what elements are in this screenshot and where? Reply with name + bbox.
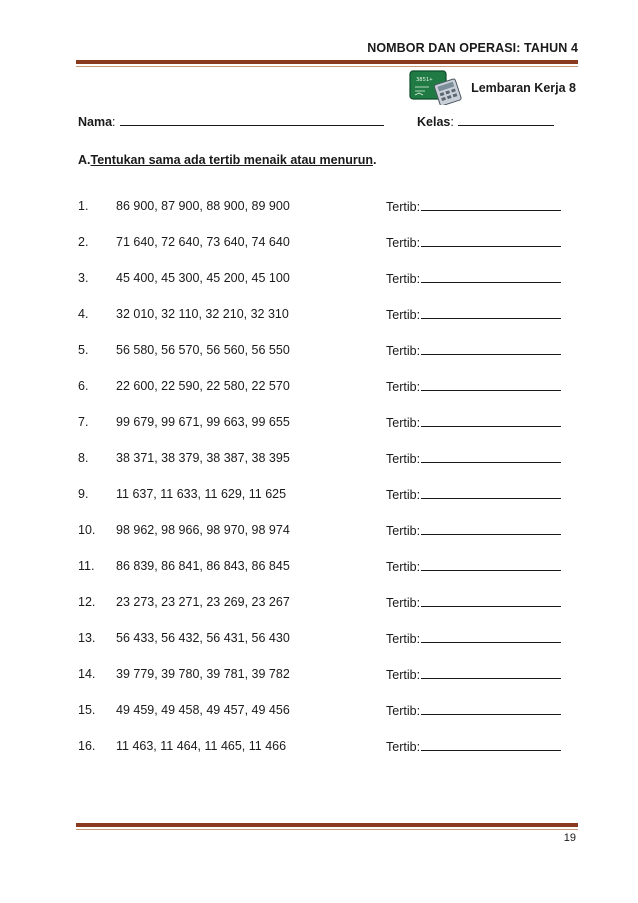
answer-label: Tertib: — [386, 740, 421, 754]
question-number: 6. — [78, 379, 89, 393]
question-number: 15. — [78, 703, 96, 717]
answer-blank-line[interactable] — [421, 595, 561, 607]
class-blank-line[interactable] — [458, 114, 554, 126]
question-number: 10. — [78, 523, 96, 537]
question-row — [78, 415, 578, 451]
answer-label: Tertib: — [386, 452, 421, 466]
question-number: 16. — [78, 739, 96, 753]
answer-label: Tertib: — [386, 524, 421, 538]
number-sequence: 49 459, 49 458, 49 457, 49 456 — [116, 703, 290, 717]
answer-label: Tertib: — [386, 272, 421, 286]
class-separator: : — [450, 115, 454, 129]
answer-field — [386, 199, 561, 214]
number-sequence: 11 463, 11 464, 11 465, 11 466 — [116, 739, 287, 753]
answer-field — [386, 703, 561, 718]
answer-field — [386, 343, 561, 358]
class-label: Kelas — [417, 115, 451, 129]
question-row — [78, 271, 578, 307]
name-label: Nama — [78, 115, 113, 129]
answer-field — [386, 631, 561, 646]
answer-label: Tertib: — [386, 632, 421, 646]
question-row — [78, 703, 578, 739]
answer-blank-line[interactable] — [421, 415, 561, 427]
question-row — [78, 343, 578, 379]
answer-label: Tertib: — [386, 668, 421, 682]
chalkboard-with-calculator-icon — [409, 69, 463, 105]
answer-blank-line[interactable] — [421, 523, 561, 535]
class-field-group — [417, 114, 554, 129]
question-row — [78, 199, 578, 235]
board-text: 3851+ — [416, 77, 433, 83]
question-list — [78, 199, 578, 775]
question-row — [78, 307, 578, 343]
number-sequence: 56 433, 56 432, 56 431, 56 430 — [116, 631, 290, 645]
number-sequence: 38 371, 38 379, 38 387, 38 395 — [116, 451, 290, 465]
answer-label: Tertib: — [386, 236, 421, 250]
question-number: 5. — [78, 343, 89, 357]
question-row — [78, 631, 578, 667]
name-separator: : — [112, 115, 116, 129]
answer-label: Tertib: — [386, 380, 421, 394]
answer-blank-line[interactable] — [421, 451, 561, 463]
question-number: 7. — [78, 415, 89, 429]
number-sequence: 99 679, 99 671, 99 663, 99 655 — [116, 415, 290, 429]
answer-field — [386, 523, 561, 538]
question-row — [78, 379, 578, 415]
question-row — [78, 487, 578, 523]
question-row — [78, 523, 578, 559]
answer-label: Tertib: — [386, 344, 421, 358]
number-sequence: 56 580, 56 570, 56 560, 56 550 — [116, 343, 290, 357]
number-sequence: 45 400, 45 300, 45 200, 45 100 — [116, 271, 290, 285]
question-number: 12. — [78, 595, 96, 609]
answer-blank-line[interactable] — [421, 379, 561, 391]
answer-label: Tertib: — [386, 308, 421, 322]
answer-label: Tertib: — [386, 560, 421, 574]
answer-field — [386, 487, 561, 502]
answer-field — [386, 559, 561, 574]
worksheet-badge — [409, 69, 576, 105]
answer-blank-line[interactable] — [421, 739, 561, 751]
answer-blank-line[interactable] — [421, 271, 561, 283]
answer-blank-line[interactable] — [421, 199, 561, 211]
section-prefix: A. — [78, 153, 91, 167]
answer-field — [386, 415, 561, 430]
answer-field — [386, 739, 561, 754]
question-row — [78, 235, 578, 271]
number-sequence: 11 637, 11 633, 11 629, 11 625 — [116, 487, 287, 501]
answer-blank-line[interactable] — [421, 343, 561, 355]
question-number: 11. — [78, 559, 95, 573]
question-number: 4. — [78, 307, 89, 321]
section-instruction — [78, 153, 376, 167]
question-number: 8. — [78, 451, 89, 465]
answer-blank-line[interactable] — [421, 631, 561, 643]
number-sequence: 98 962, 98 966, 98 970, 98 974 — [116, 523, 290, 537]
number-sequence: 23 273, 23 271, 23 269, 23 267 — [116, 595, 290, 609]
answer-field — [386, 379, 561, 394]
question-number: 1. — [78, 199, 89, 213]
question-number: 9. — [78, 487, 89, 501]
answer-label: Tertib: — [386, 596, 421, 610]
answer-blank-line[interactable] — [421, 307, 561, 319]
section-instruction-text: Tentukan sama ada tertib menaik atau menurun — [90, 153, 373, 167]
number-sequence: 39 779, 39 780, 39 781, 39 782 — [116, 667, 290, 681]
answer-field — [386, 307, 561, 322]
question-row — [78, 451, 578, 487]
question-number: 2. — [78, 235, 89, 249]
question-row — [78, 667, 578, 703]
question-number: 14. — [78, 667, 96, 681]
answer-label: Tertib: — [386, 416, 421, 430]
answer-blank-line[interactable] — [421, 487, 561, 499]
number-sequence: 86 839, 86 841, 86 843, 86 845 — [116, 559, 290, 573]
number-sequence: 71 640, 72 640, 73 640, 74 640 — [116, 235, 290, 249]
header-rule — [76, 60, 578, 67]
number-sequence: 32 010, 32 110, 32 210, 32 310 — [116, 307, 289, 321]
answer-label: Tertib: — [386, 704, 421, 718]
answer-field — [386, 595, 561, 610]
question-row — [78, 559, 578, 595]
answer-field — [386, 271, 561, 286]
answer-blank-line[interactable] — [421, 235, 561, 247]
answer-field — [386, 451, 561, 466]
section-end: . — [372, 153, 377, 167]
answer-field — [386, 235, 561, 250]
number-sequence: 86 900, 87 900, 88 900, 89 900 — [116, 199, 290, 213]
name-blank-line[interactable] — [120, 114, 384, 126]
page-number: 19 — [563, 832, 576, 844]
answer-blank-line[interactable] — [421, 703, 561, 715]
question-number: 3. — [78, 271, 89, 285]
number-sequence: 22 600, 22 590, 22 580, 22 570 — [116, 379, 290, 393]
answer-label: Tertib: — [386, 200, 421, 214]
answer-label: Tertib: — [386, 488, 421, 502]
question-row — [78, 739, 578, 775]
name-field-group — [78, 114, 384, 129]
worksheet-label: Lembaran Kerja 8 — [471, 81, 576, 95]
question-number: 13. — [78, 631, 96, 645]
answer-field — [386, 667, 561, 682]
page-header-title: NOMBOR DAN OPERASI: TAHUN 4 — [367, 41, 578, 55]
answer-blank-line[interactable] — [421, 559, 561, 571]
footer-rule — [76, 823, 578, 830]
answer-blank-line[interactable] — [421, 667, 561, 679]
question-row — [78, 595, 578, 631]
